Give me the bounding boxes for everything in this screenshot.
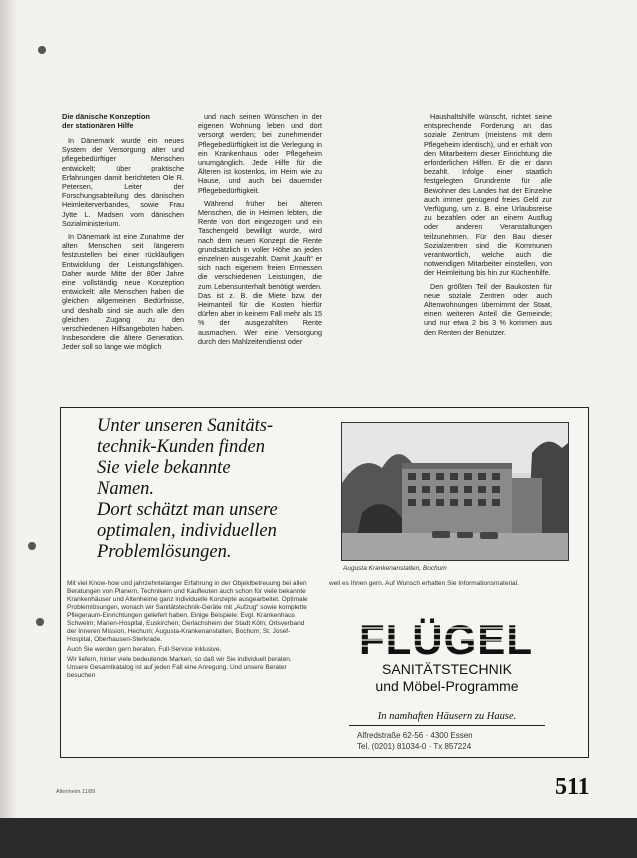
- paragraph: Während früher bei älteren Menschen, die in Heimen lebten, die Rente von dort eingezogen und ein Taschengeld bewilligt wurde, wird nach dem neuen Konzept die Rente grundsätzlich in voller Höhe an jeden einzelnen ausgezahlt. Damit „kauft“ er sich nach eigenem freien Ermessen die verschiedenen Leistungen, die zum Lebensunterhalt benötigt werden. Das ist z. B. die Miete bzw. der Heimanteil für die Kosten hierfür dürfen aber in keinem Fall mehr als 15 % der ausgezahlten Rente ausmachen. Wer eine Versorgung durch den Mahlzeitendienst oder: [198, 198, 322, 346]
- address-line: Tel. (0201) 81034-0 · Tx 857224: [357, 741, 472, 751]
- slogan-line: Problemlösungen.: [97, 542, 232, 562]
- tagline-line: SANITÄTSTECHNIK: [382, 661, 512, 677]
- article-column-1: [62, 112, 184, 356]
- ad-paragraph: Mit viel Know-how und jahrzehntelanger Erfahrung in der Objektbetreuung bei allen Beratungen von Planern, Technikern und Kaufleuten auch schon für viele bekannte Krankenhäuser und Altenheime ganz individuelle Konzepte ausgearbeitet. Optimale Problemlösungen, wonach wir Sanitätstechnik-Geräte mit „Aufzug“ sowie komplette Pflegeraum-Einrichtungen geliefert haben. Einige Beispiele: Evgl. Krankenhaus Schwelm; Marien-Hospital, Euskirchen; Gerlachsheim der Stadt Köln; Ortsverband der Inneren Mission, Hechum; Augusta-Krankenanstalten, Bochum; St. Josef-Hospital, Oberhausen-Sterkrade.: [67, 580, 308, 643]
- ad-body-right: weil es Ihnen gern. Auf Wunsch erhalten Sie Informationsmaterial.: [329, 580, 519, 587]
- logo-text: FLÜGEL: [359, 616, 533, 660]
- slogan-line: Sie viele bekannte: [97, 458, 231, 478]
- ad-claim: In namhaften Häusern zu Hause.: [377, 711, 517, 722]
- paragraph: Den größten Teil der Baukosten für neue soziale Zentren oder auch Altenwohnungen übernimmt der Staat, einen weiteren Anteil die Gemeinde; und nur etwa 2 bis 3 % kommen aus den Renten der Benutzer.: [424, 281, 552, 337]
- paragraph: Haushaltshilfe wünscht, richtet seine entsprechende Forderung an das soziale Zentrum (meistens mit dem Pflegeheim identisch), und er erhält von den Mitarbeitern dieser Einrichtung die erforderlichen Hilfen. Er die er dann bezahlt. Infolge einer staatlich festgelegten Grundrente für alle Bewohner des Landes hat der Einzelne auch immer genügend freies Geld zur Verfügung, um z. B. eine Urlaubsreise zu bezahlen oder an einem Ausflug oder anderen Veranstaltungen teilzunehmen. Für den Bau dieser Sozialzentren sind die Kommunen verantwortlich, welche auch die notwendigen Mitarbeiter einstellen, von der Heimleitung bis hin zur Küchenhilfe.: [424, 112, 552, 278]
- punch-hole: [28, 542, 36, 550]
- page-number: 511: [555, 774, 590, 800]
- tagline-line: und Möbel-Programme: [375, 678, 519, 694]
- ad-paragraph: Wir liefern, hinter viele bedeutende Marken, so daß wir Sie individuell beraten. Unsere Gesamtkatalog ist auf jeden Fall eine Anregung. Und unsere Berater besuchen: [67, 656, 292, 679]
- paragraph: In Dänemark ist eine Zunahme der alten Menschen seit längerem festzustellen bei einer rückläufigen Entwicklung der Leistungsfähigen. Daher wurde Mitte der 80er Jahre eine vollständig neue Konzeption entwickelt: alle Menschen haben die gleichen allgemeinen Bedürfnisse, und deshalb sind sie auch alle den gleichen Zugang zu den verschiedenen Hilfsangeboten haben. Insbesondere die ältere Generation. Jeder soll so lange wie möglich: [62, 232, 184, 352]
- fluegel-logo: [343, 616, 549, 660]
- paragraph: In Dänemark wurde ein neues System der Versorgung alter und pflegebedürftiger Menschen entwickelt; über praktische Erfahrungen damit berichteten Ole R. Petersen, Leiter der Forschungsabteilung des dänischen Heimleiterverbandes, sowie Frau Jytte L. Madsen vom dänischen Sozialministerium.: [62, 136, 184, 228]
- building-photo: [341, 422, 569, 561]
- heading-line: Die dänische Konzeption: [62, 112, 150, 121]
- slogan-line: Dort schätzt man unsere: [97, 500, 278, 520]
- building-photo-image: [342, 423, 568, 560]
- slogan-line: Unter unseren Sanitäts-: [97, 416, 274, 436]
- ad-body-left: [67, 580, 313, 682]
- punch-hole: [38, 46, 46, 54]
- address-line: Alfredstraße 62-56 · 4300 Essen: [357, 731, 473, 740]
- article-column-3: [424, 112, 552, 341]
- punch-hole: [36, 618, 44, 626]
- ad-slogan: [97, 416, 347, 563]
- divider: [349, 725, 545, 726]
- article-column-2: [198, 112, 322, 350]
- scan-shadow: [0, 0, 18, 858]
- scan-bottom-edge: [0, 818, 637, 858]
- advertisement: [60, 407, 589, 758]
- photo-caption: Augusta Krankenanstalten, Bochum: [343, 565, 447, 572]
- slogan-line: technik-Kunden finden: [97, 437, 265, 457]
- article-heading: [62, 112, 184, 130]
- heading-line: der stationären Hilfe: [62, 121, 134, 130]
- footer-source: Altenheim 11/89: [56, 789, 96, 795]
- slogan-line: optimalen, individuellen: [97, 521, 277, 541]
- paragraph: und nach seinen Wünschen in der eigenen Wohnung leben und dort versorgt werden; bei zunehmender Pflegebedürftigkeit ist die Verlegung in ein Krankenhaus oder Pflegeheim unumgänglich. Jede Hilfe für die Älteren ist kostenlos, im Heim wie zu Hause, und auch bei dauernder Pflegebedürftigkeit.: [198, 112, 322, 195]
- ad-address: [357, 731, 537, 752]
- ad-paragraph: Auch Sie werden gern beraten. Full-Service inklusive.: [67, 646, 222, 653]
- slogan-line: Namen.: [97, 479, 155, 499]
- ad-tagline: [343, 661, 551, 695]
- fluegel-logo-graphic: [343, 616, 549, 660]
